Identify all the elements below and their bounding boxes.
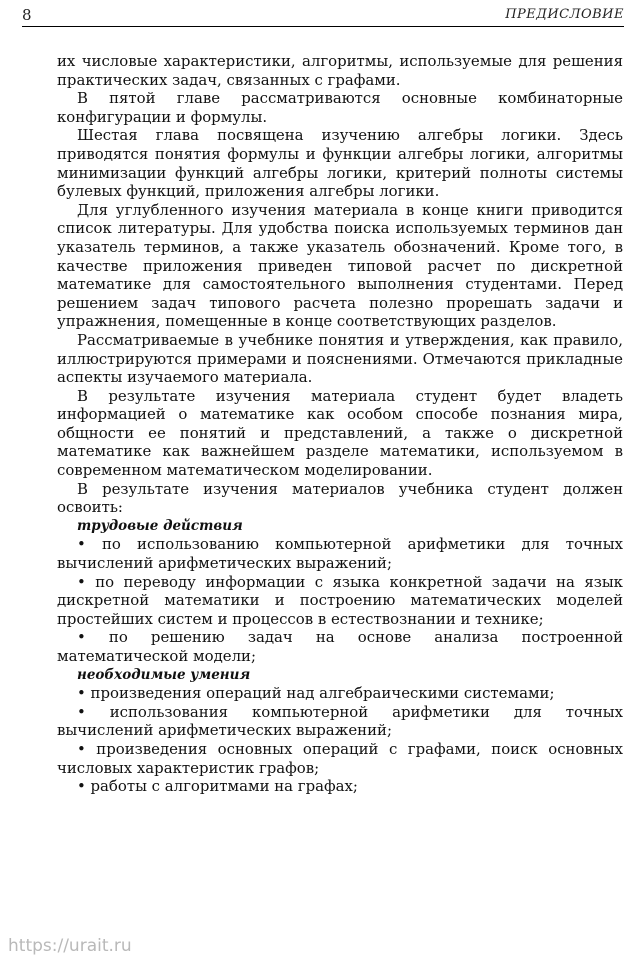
paragraph: В результате изучения материалов учебника студент должен освоить: [57, 479, 623, 517]
list-item: • произведения основных операций с графами, поиск основных числовых характеристик графов; [57, 739, 623, 777]
list-item: • по использованию компьютерной арифметики для точных вычислений арифметических выражений; [57, 535, 623, 573]
watermark-url: https://urait.ru [8, 936, 132, 956]
required-skills-heading: необходимые умения [77, 666, 251, 683]
paragraph: их числовые характеристики, алгоритмы, используемые для решения практических задач, связанных с графами. [57, 52, 623, 89]
paragraph: В результате изучения материала студент будет владеть информацией о математике как особом способе познания мира, общности ее понятий и представлений, а также о дискретной математике как важнейшем разделе математики, используемом в современном математическом моделировании. [57, 386, 623, 480]
paragraph: В пятой главе рассматриваются основные комбинаторные конфигурации и формулы. [57, 89, 623, 126]
paragraph: Рассматриваемые в учебнике понятия и утверждения, как правило, иллюстрируются примерами и пояснениями. Отмечаются прикладные аспекты изучаемого материала. [57, 330, 623, 387]
page-header [22, 6, 624, 27]
labor-actions-heading: трудовые действия [77, 517, 243, 534]
paragraph: Для углубленного изучения материала в конце книги приводится список литературы. Для удобства поиска используемых терминов дан указатель терминов, а также указатель обозначений. Кроме того, в качестве приложения приведен типовой расчет по дискретной математике для самостоятельного выполнения студентами. Перед решением задач типового расчета полезно прорешать задачи и упражнения, помещенные в конце соответствующих разделов. [57, 200, 623, 331]
list-item: • работы с алгоритмами на графах; [77, 777, 358, 796]
list-item: • произведения операций над алгебраическими системами; [77, 684, 555, 703]
page-number: 8 [22, 6, 32, 24]
paragraph: Шестая глава посвящена изучению алгебры логики. Здесь приводятся понятия формулы и функции алгебры логики, алгоритмы минимизации функций алгебры логики, критерий полноты системы булевых функций, приложения алгебры логики. [57, 126, 623, 201]
list-item: • по решению задач на основе анализа построенной математической модели; [57, 628, 623, 665]
running-title: ПРЕДИСЛОВИЕ [505, 7, 624, 22]
list-item: • по переводу информации с языка конкретной задачи на язык дискретной математики и построению математических моделей простейших систем и процессов в естествознании и технике; [57, 572, 623, 628]
text-body [57, 52, 623, 796]
list-item: • использования компьютерной арифметики для точных вычислений арифметических выражений; [57, 702, 623, 740]
